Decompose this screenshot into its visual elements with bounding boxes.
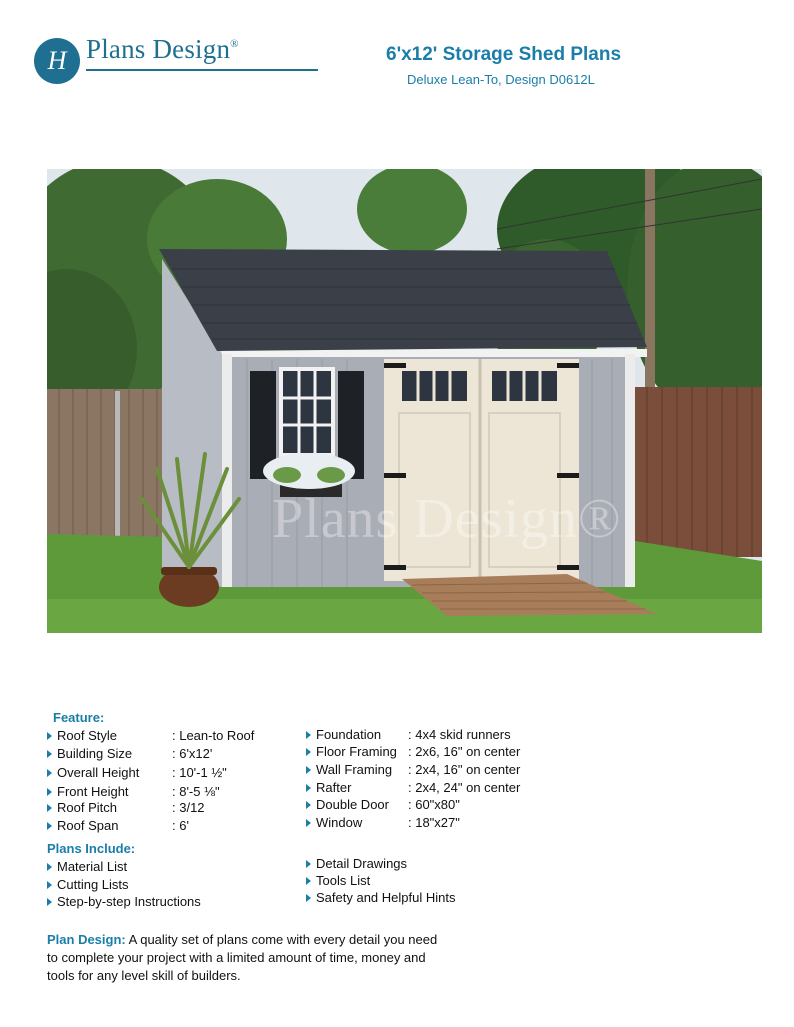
feature-value: : 3/12 <box>172 800 205 815</box>
list-item: Step-by-step Instructions <box>47 894 201 909</box>
bullet-arrow-icon <box>306 766 311 774</box>
feature-value: : 10'-1 ½" <box>172 765 227 780</box>
feature-value: : 2x4, 16" on center <box>408 762 521 777</box>
feature-value: : 6' <box>172 818 189 833</box>
plan-design-text: A quality set of plans come with every detail you need to complete your project with a limited amount of time, money and tools for any level skill of builders. <box>47 932 438 983</box>
list-item: Detail Drawings <box>306 856 407 871</box>
plan-design-label: Plan Design: <box>47 932 126 947</box>
photo-watermark: Plans Design® <box>272 488 622 550</box>
list-item: Material List <box>47 859 127 874</box>
bullet-arrow-icon <box>306 731 311 739</box>
feature-row: Building Size <box>47 746 132 761</box>
logo-underline <box>86 69 318 71</box>
bullet-arrow-icon <box>306 894 311 902</box>
list-item: Tools List <box>306 873 370 888</box>
feature-value: : 2x4, 24" on center <box>408 780 521 795</box>
feature-row: Floor Framing <box>306 744 397 759</box>
bullet-arrow-icon <box>47 788 52 796</box>
list-item: Cutting Lists <box>47 877 129 892</box>
bullet-arrow-icon <box>47 750 52 758</box>
bullet-arrow-icon <box>47 804 52 812</box>
feature-value: : 8'-5 ⅛" <box>172 784 220 799</box>
feature-row: Double Door <box>306 797 389 812</box>
bullet-arrow-icon <box>47 863 52 871</box>
feature-row: Rafter <box>306 780 351 795</box>
list-item: Safety and Helpful Hints <box>306 890 455 905</box>
feature-row: Roof Pitch <box>47 800 117 815</box>
bullet-arrow-icon <box>306 801 311 809</box>
feature-row: Foundation <box>306 727 381 742</box>
bullet-arrow-icon <box>306 748 311 756</box>
feature-value: : Lean-to Roof <box>172 728 255 743</box>
feature-value: : 18"x27" <box>408 815 460 830</box>
plans-include-heading: Plans Include: <box>47 841 136 856</box>
shed-photo <box>47 169 762 633</box>
feature-row: Wall Framing <box>306 762 392 777</box>
brand-logo <box>34 34 304 90</box>
bullet-arrow-icon <box>47 898 52 906</box>
feature-value: : 6'x12' <box>172 746 213 761</box>
bullet-arrow-icon <box>306 784 311 792</box>
feature-heading: Feature: <box>53 710 105 725</box>
bullet-arrow-icon <box>306 877 311 885</box>
logo-text: Plans Design® <box>86 34 239 64</box>
feature-value: : 4x4 skid runners <box>408 727 511 742</box>
bullet-arrow-icon <box>47 769 52 777</box>
feature-row: Overall Height <box>47 765 139 780</box>
document-subtitle: Deluxe Lean-To, Design D0612L <box>407 72 595 87</box>
feature-value: : 60"x80" <box>408 797 460 812</box>
bullet-arrow-icon <box>47 822 52 830</box>
bullet-arrow-icon <box>47 732 52 740</box>
feature-row: Roof Span <box>47 818 118 833</box>
bullet-arrow-icon <box>306 860 311 868</box>
feature-value: : 2x6, 16" on center <box>408 744 521 759</box>
feature-row: Roof Style <box>47 728 117 743</box>
bullet-arrow-icon <box>306 819 311 827</box>
bullet-arrow-icon <box>47 881 52 889</box>
shed-illustration <box>47 169 762 633</box>
feature-row: Front Height <box>47 784 129 799</box>
logo-monogram-icon: H <box>34 38 80 84</box>
document-title: 6'x12' Storage Shed Plans <box>386 44 622 65</box>
feature-row: Window <box>306 815 362 830</box>
plan-design-description <box>47 931 447 985</box>
